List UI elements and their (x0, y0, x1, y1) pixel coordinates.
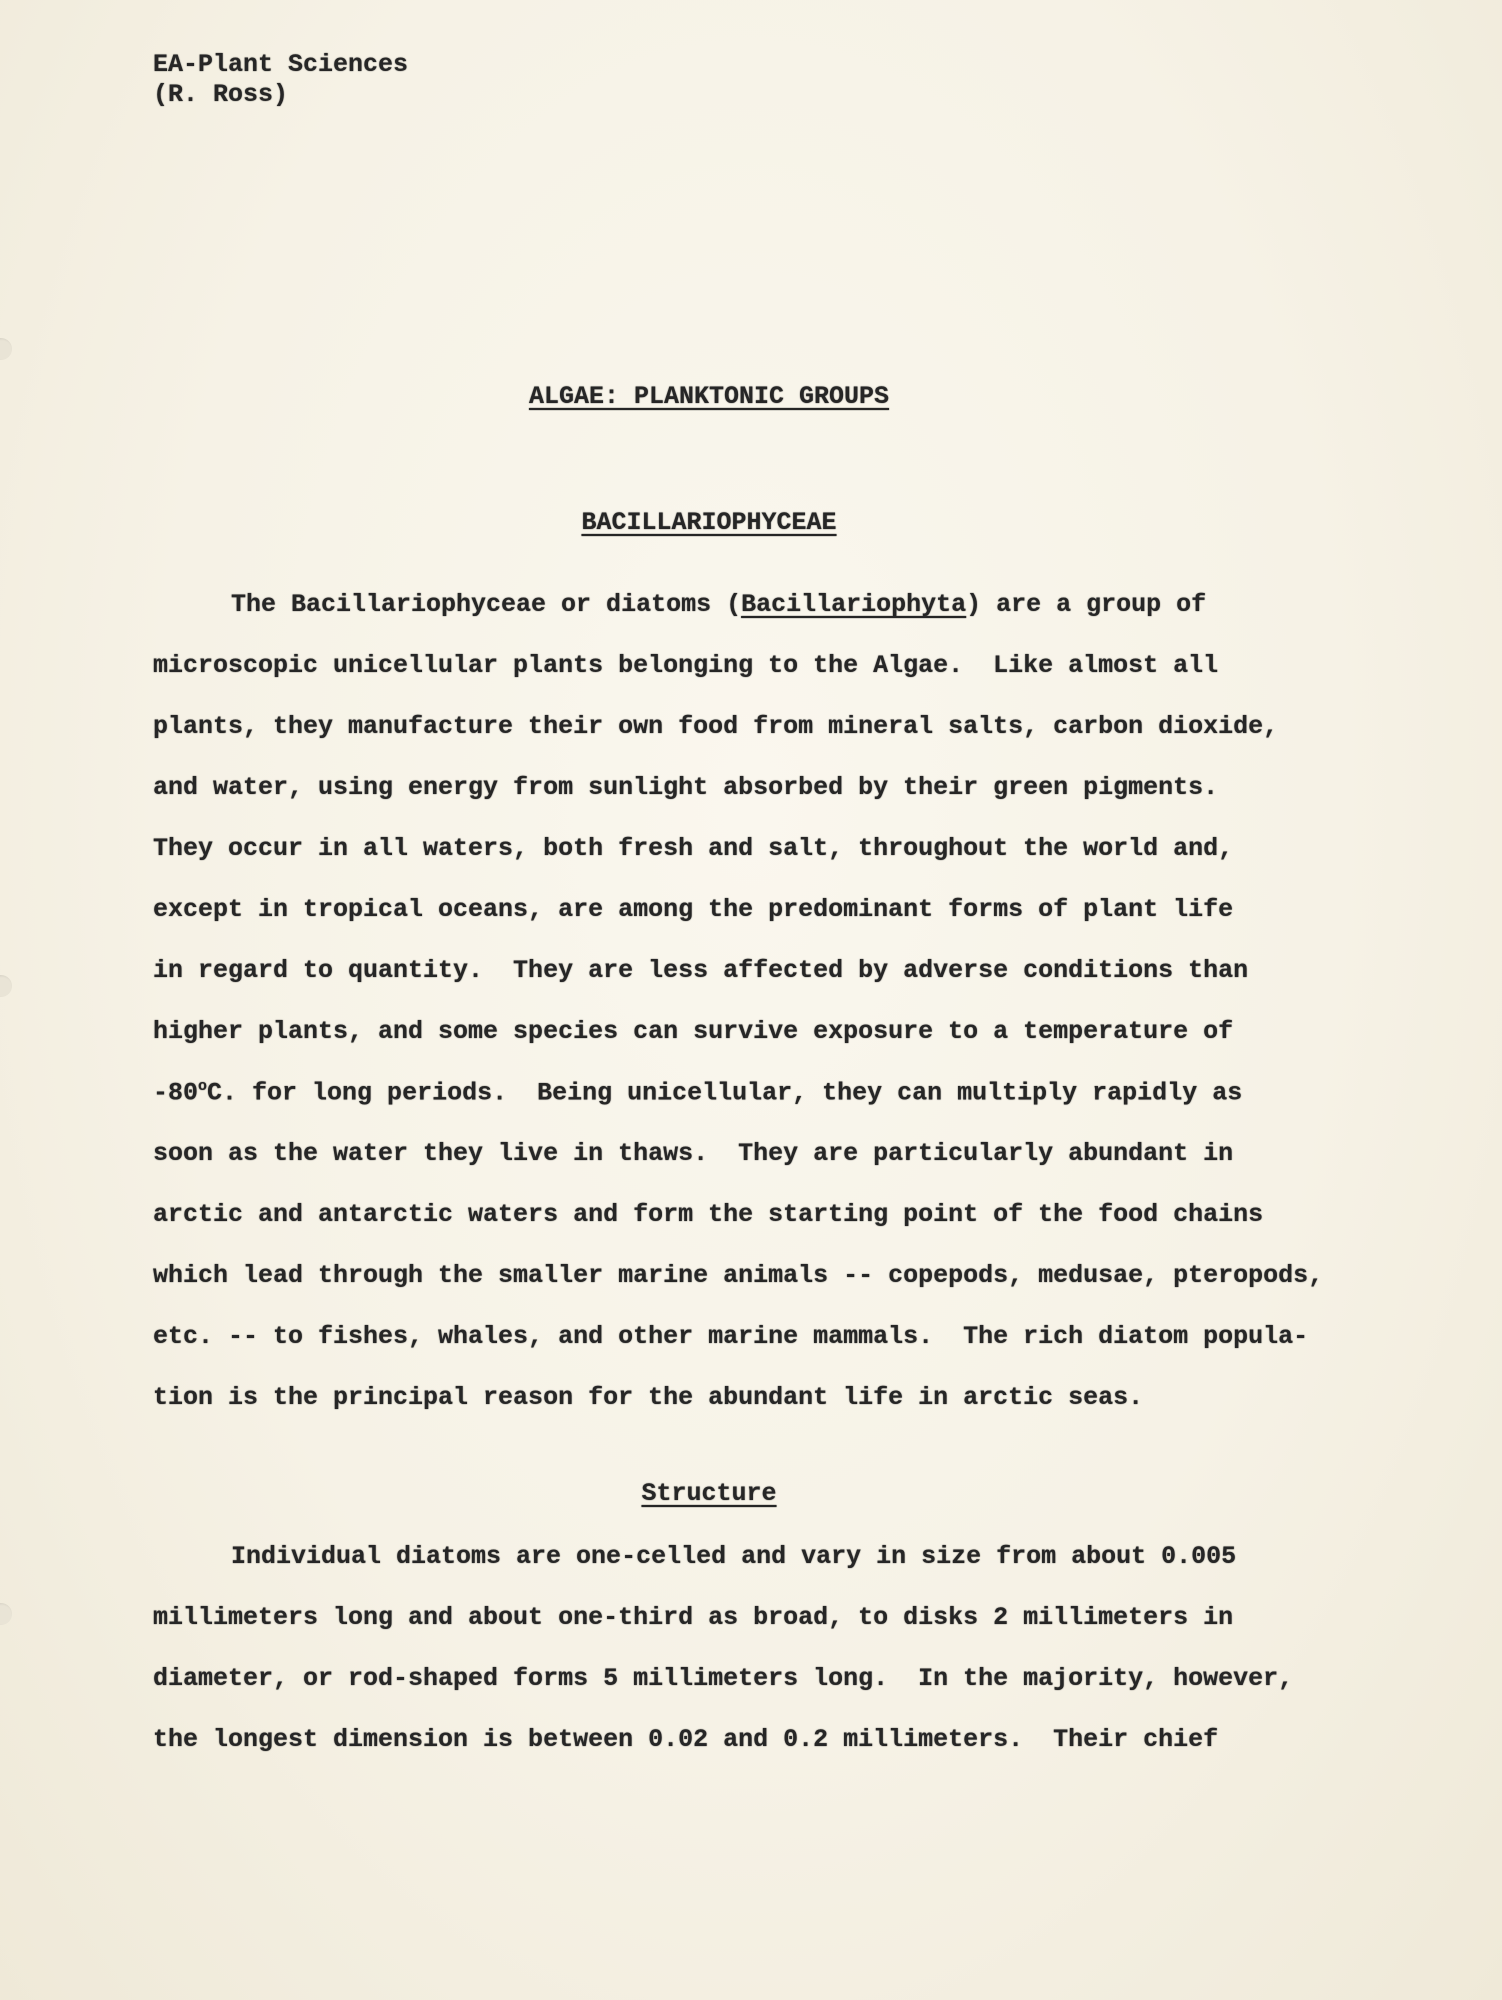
text-line: diameter, or rod-shaped forms 5 millimeters long. In the majority, however, (153, 1664, 1294, 1693)
text-line: higher plants, and some species can survive exposure to a temperature of (153, 1017, 1234, 1046)
paragraph-intro (153, 590, 1353, 1430)
author-header (153, 50, 408, 110)
paragraph-structure (153, 1542, 1353, 1782)
section-title: BACILLARIOPHYCEAE (581, 508, 837, 537)
text-line: arctic and antarctic waters and form the starting point of the food chains (153, 1200, 1264, 1229)
text-line: microscopic unicellular plants belonging to the Algae. Like almost all (153, 651, 1219, 680)
punch-hole-top (0, 338, 12, 360)
text-line: except in tropical oceans, are among the predominant forms of plant life (153, 895, 1234, 924)
header-department: EA-Plant Sciences (153, 50, 409, 79)
text-line: plants, they manufacture their own food from mineral salts, carbon dioxide, (153, 712, 1279, 741)
header-author: (R. Ross) (153, 80, 289, 109)
text-line: etc. -- to fishes, whales, and other marine mammals. The rich diatom popula- (153, 1322, 1309, 1351)
punch-hole-middle (0, 975, 12, 997)
punch-hole-bottom (0, 1603, 12, 1625)
text-line: in regard to quantity. They are less affected by adverse conditions than (153, 956, 1249, 985)
text-line: They occur in all waters, both fresh and salt, throughout the world and, (153, 834, 1234, 863)
taxon-term: Bacillariophyta (741, 590, 967, 619)
text-line: which lead through the smaller marine animals -- copepods, medusae, pteropods, (153, 1261, 1324, 1290)
text-line: the longest dimension is between 0.02 and 0.2 millimeters. Their chief (153, 1725, 1219, 1754)
main-title: ALGAE: PLANKTONIC GROUPS (528, 382, 890, 411)
text-line: -80$^o$C. for long periods. Being unicellular, they can multiply rapidly as (153, 1078, 1243, 1108)
structure-heading: Structure (641, 1479, 777, 1508)
text-line: soon as the water they live in thaws. They are particularly abundant in (153, 1139, 1234, 1168)
text-line: tion is the principal reason for the abundant life in arctic seas. (153, 1383, 1144, 1412)
text-line: millimeters long and about one-third as broad, to disks 2 millimeters in (153, 1603, 1234, 1632)
text-line: The Bacillariophyceae or diatoms (Bacillariophyta) are a group of (231, 590, 1207, 619)
text-line: Individual diatoms are one-celled and vary in size from about 0.005 (231, 1542, 1237, 1571)
text-line: and water, using energy from sunlight absorbed by their green pigments. (153, 773, 1219, 802)
